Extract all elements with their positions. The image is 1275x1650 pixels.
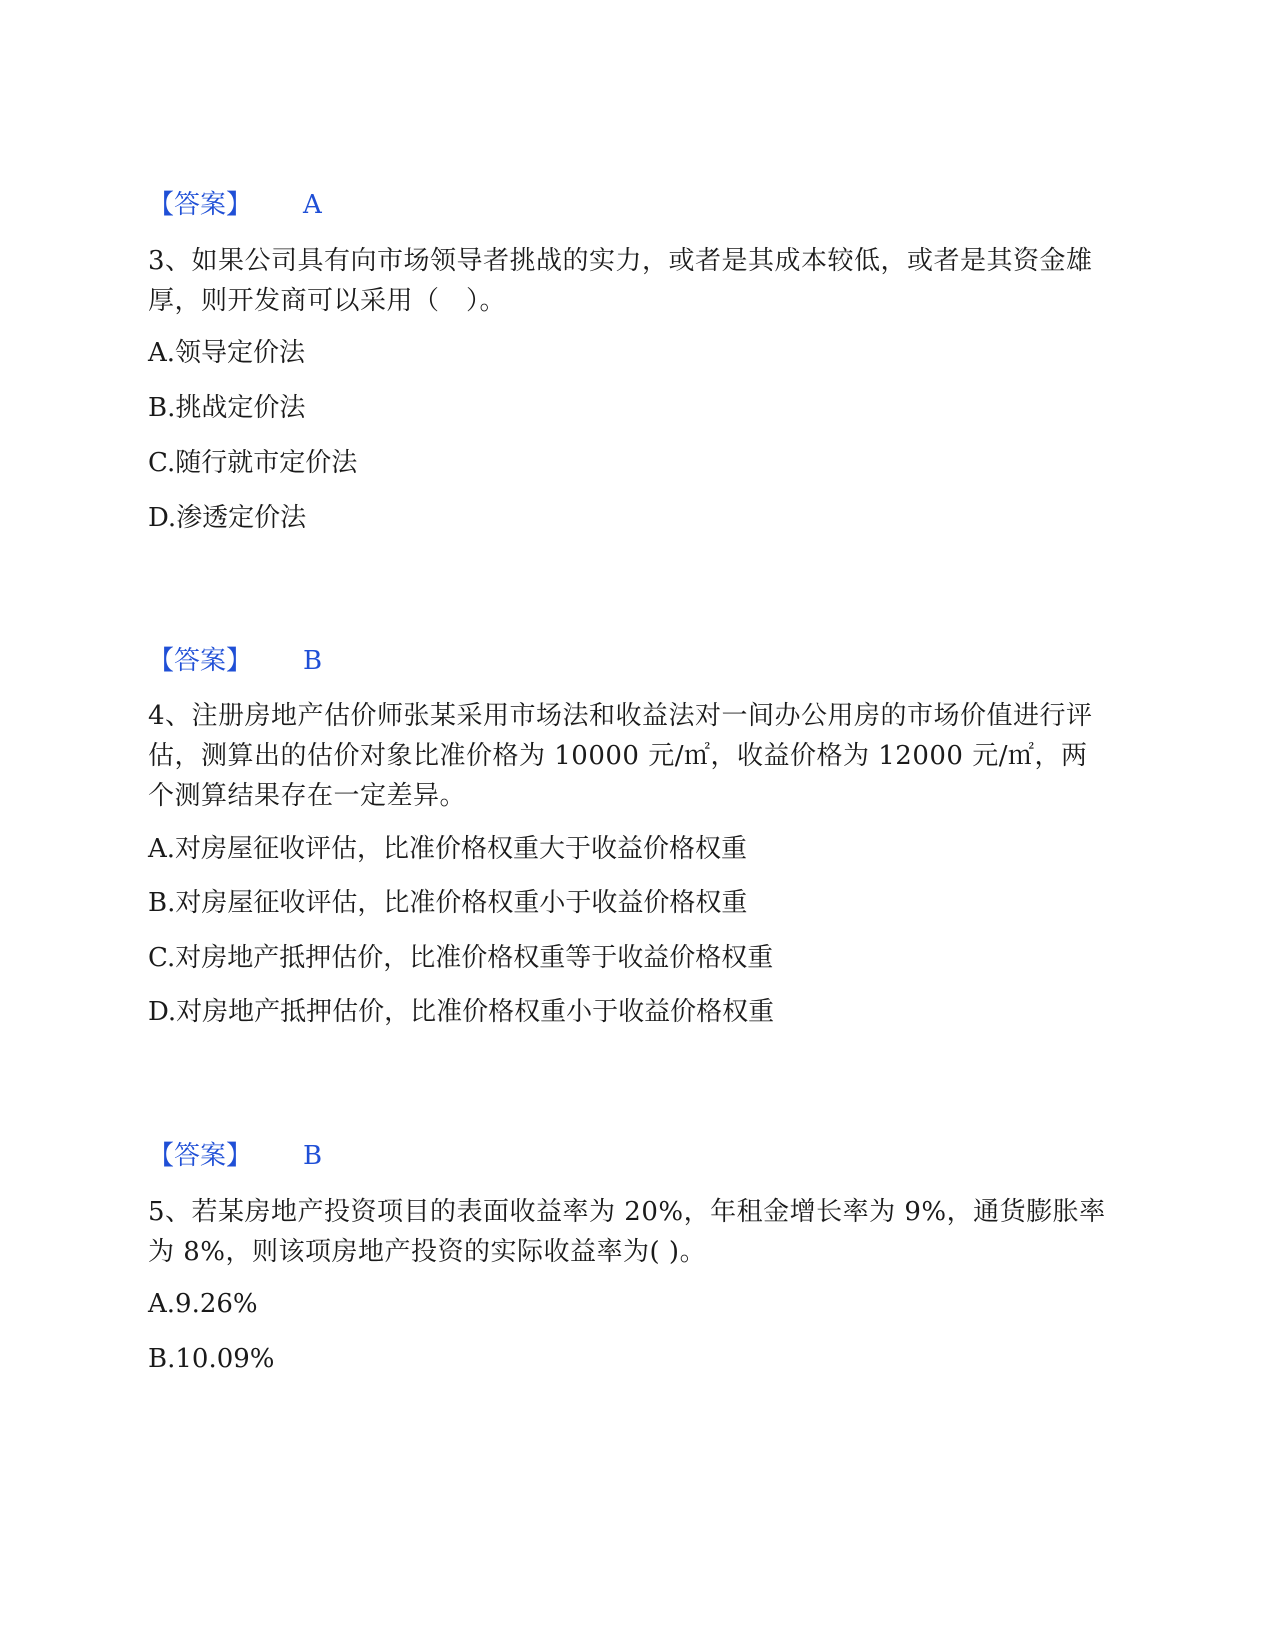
answer-value: B: [303, 1141, 323, 1171]
option-d: D.对房地产抵押估价，比准价格权重小于收益价格权重: [148, 997, 775, 1027]
option-b: B.挑战定价法: [148, 393, 306, 423]
question-text: 5、若某房地产投资项目的表面收益率为 20%，年租金增长率为 9%，通货膨胀率为 8%，则该项房地产投资的实际收益率为( )。: [148, 1197, 1106, 1267]
option-c: C.对房地产抵押估价，比准价格权重等于收益价格权重: [148, 943, 774, 973]
option-d: D.渗透定价法: [148, 503, 307, 533]
option-b: B.对房屋征收评估，比准价格权重小于收益价格权重: [148, 888, 748, 918]
option-b: B.10.09%: [148, 1344, 275, 1374]
answer-value: B: [303, 646, 323, 676]
answer-value: A: [303, 190, 322, 220]
question-text: 4、注册房地产估价师张某采用市场法和收益法对一间办公用房的市场价值进行评估，测算出的估价对象比准价格为 10000 元/㎡，收益价格为 12000 元/㎡，两个测算结果存在一定差异。: [148, 701, 1093, 811]
option-c: C.随行就市定价法: [148, 448, 358, 478]
option-a: A.对房屋征收评估，比准价格权重大于收益价格权重: [148, 834, 748, 864]
option-a: A.9.26%: [148, 1289, 258, 1319]
option-a: A.领导定价法: [148, 338, 306, 368]
answer-line: [148, 190, 322, 220]
answer-label: 【答案】: [148, 646, 253, 676]
question-text: 3、如果公司具有向市场领导者挑战的实力，或者是其成本较低，或者是其资金雄厚，则开发商可以采用（ ）。: [148, 246, 1093, 316]
answer-line: [148, 646, 322, 676]
answer-label: 【答案】: [148, 190, 253, 220]
answer-line: [148, 1141, 322, 1171]
answer-label: 【答案】: [148, 1141, 253, 1171]
